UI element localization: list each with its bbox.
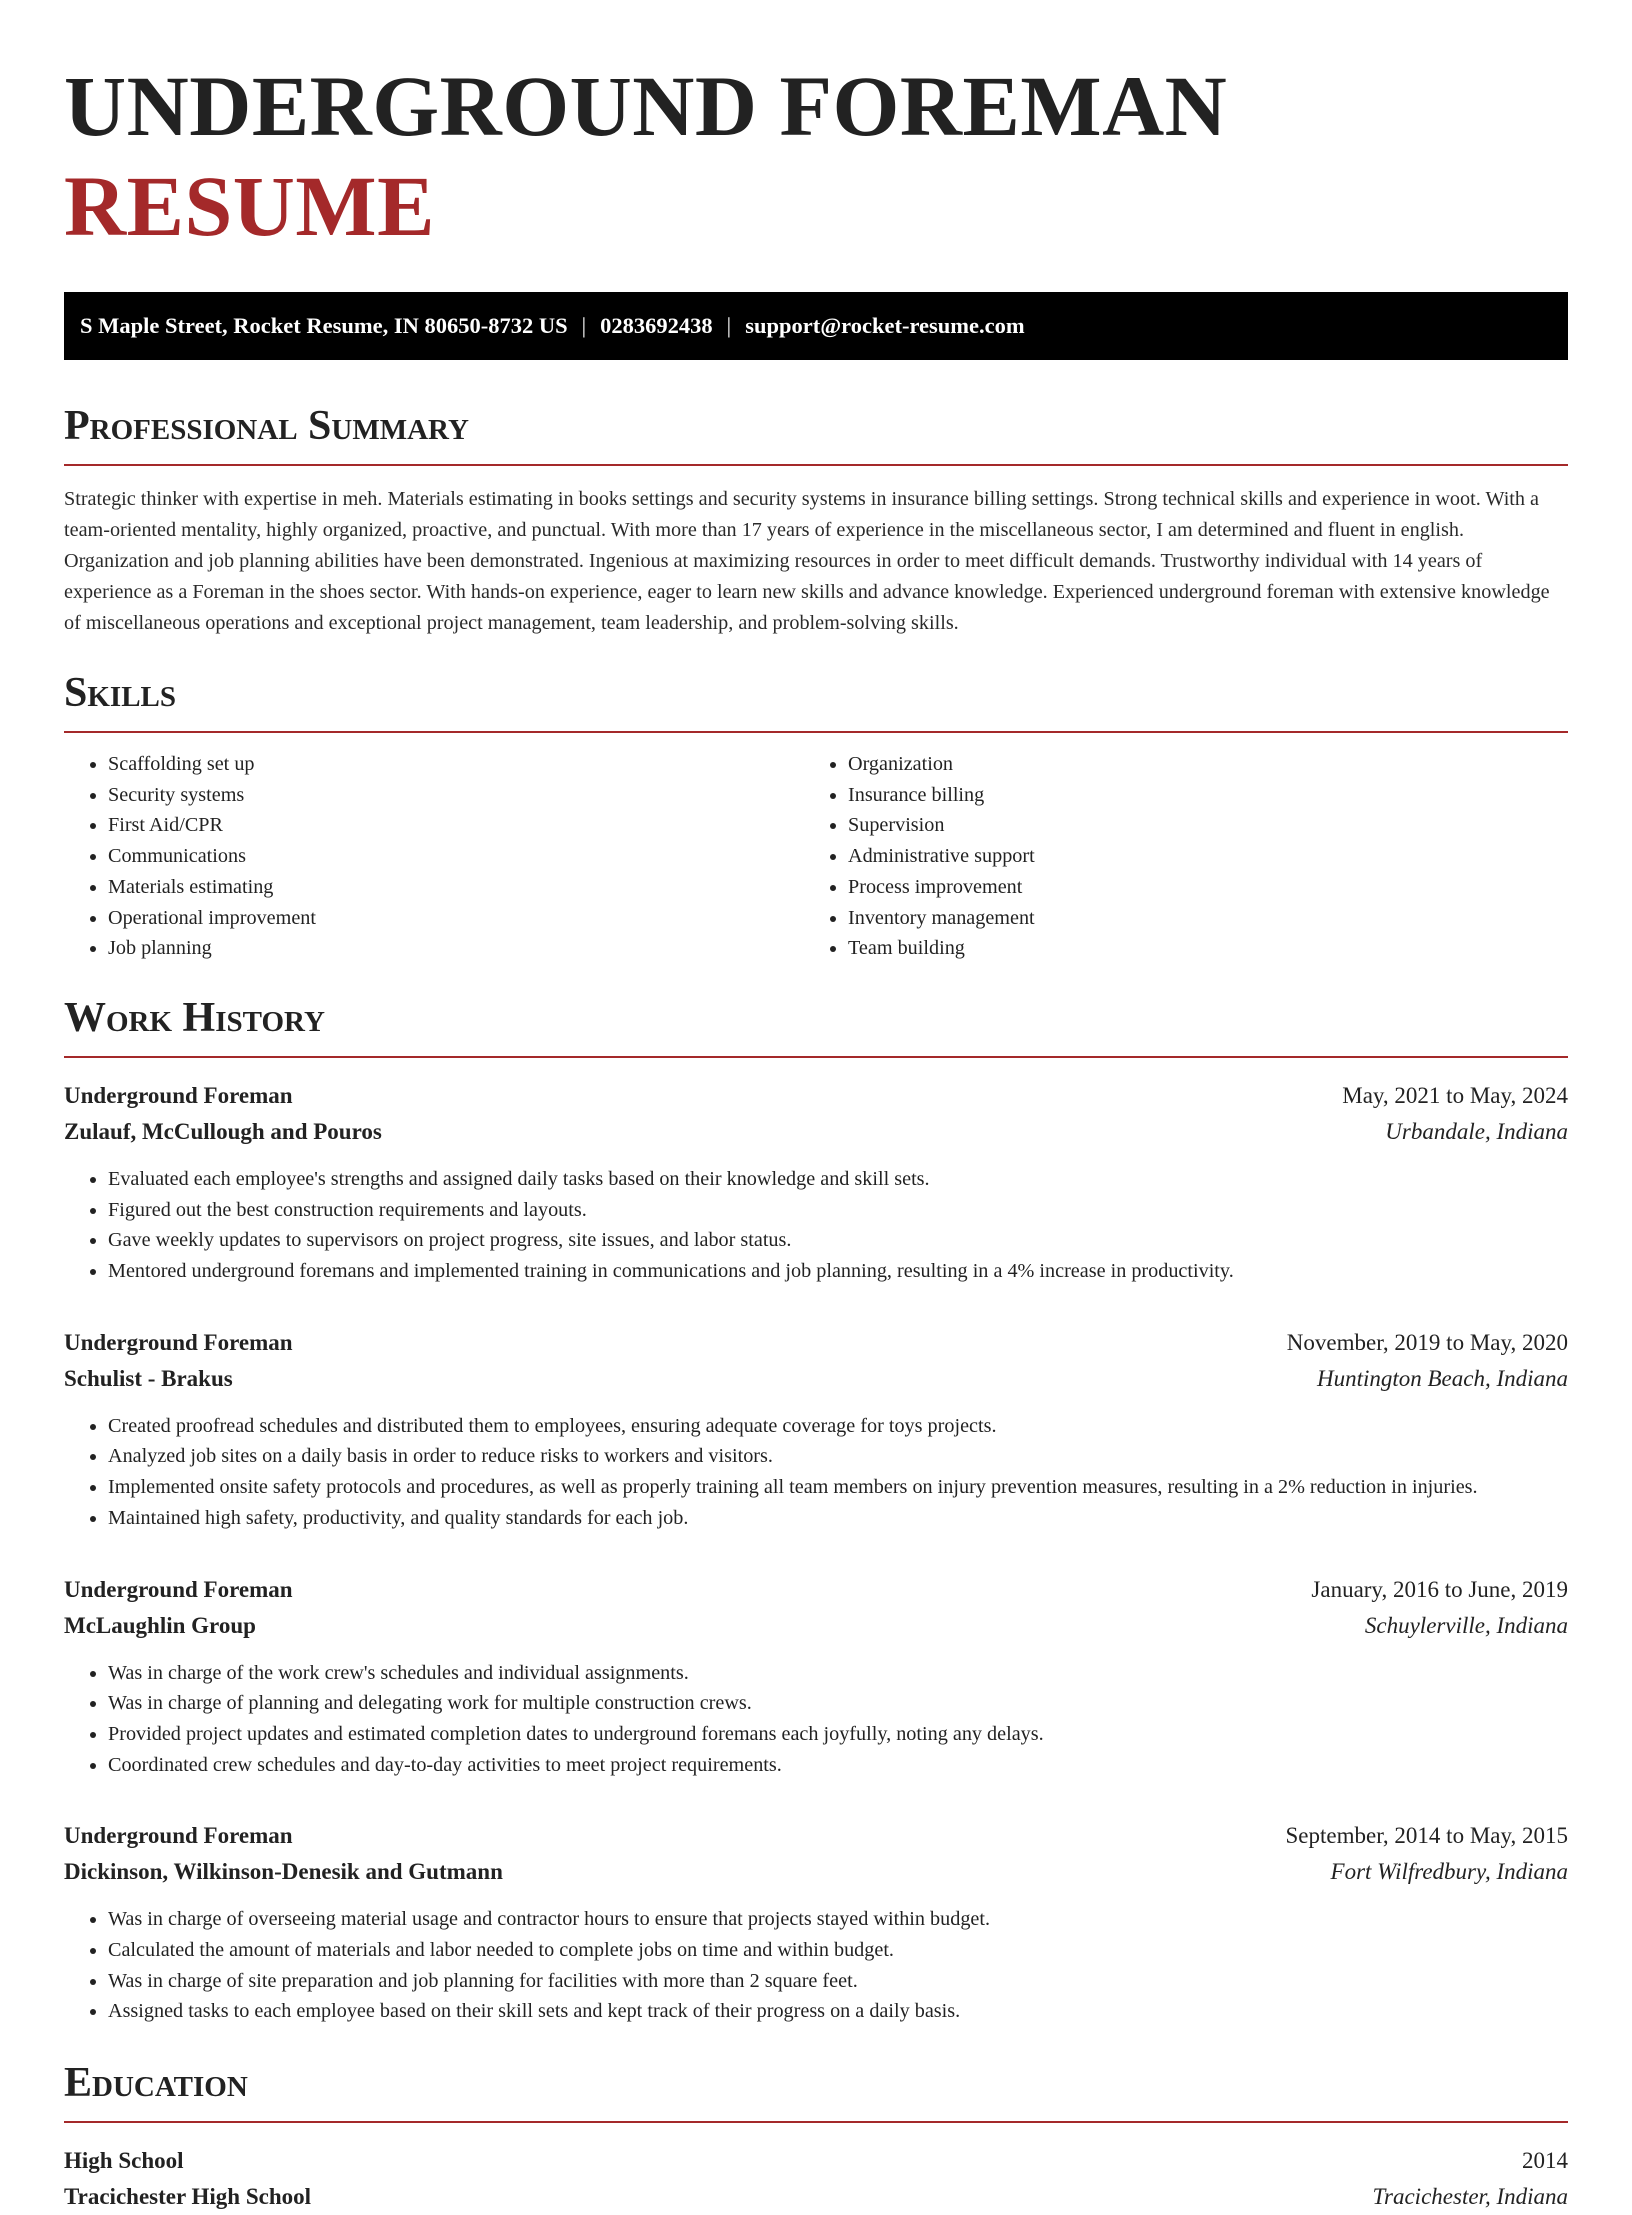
job-bullet: • Was in charge of site preparation and job planning for facilities with more than 2 square feet. bbox=[108, 1966, 1568, 1997]
job-bullets bbox=[64, 1658, 1568, 1781]
skill-item: • Insurance billing bbox=[848, 780, 1544, 811]
section-divider bbox=[64, 731, 1568, 733]
contact-email: support@rocket-resume.com bbox=[745, 313, 1025, 338]
education-degree: High School bbox=[64, 2148, 184, 2174]
job-bullet: • Was in charge of the work crew's schedules and individual assignments. bbox=[108, 1658, 1568, 1689]
resume-title bbox=[64, 56, 1568, 256]
title-accent: RESUME bbox=[64, 158, 435, 254]
skills-section bbox=[64, 667, 1568, 964]
job-dates: September, 2014 to May, 2015 bbox=[1285, 1823, 1568, 1849]
title-main: UNDERGROUND FOREMAN bbox=[64, 58, 1228, 154]
job-header-row bbox=[64, 1818, 1568, 1854]
job-bullet: • Coordinated crew schedules and day-to-day activities to meet project requirements. bbox=[108, 1750, 1568, 1781]
job-bullets bbox=[64, 1904, 1568, 2027]
education-year: 2014 bbox=[1522, 2148, 1568, 2174]
job-bullet: • Provided project updates and estimated completion dates to underground foremans each joyfully, noting any delays. bbox=[108, 1719, 1568, 1750]
skill-item: • Communications bbox=[108, 841, 804, 872]
summary-heading: Professional Summary bbox=[64, 403, 469, 449]
job-entry bbox=[64, 1572, 1568, 1781]
job-location: Fort Wilfredbury, Indiana bbox=[1330, 1859, 1568, 1885]
job-bullet: • Mentored underground foremans and implemented training in communications and job planning, resulting in a 4% increase in productivity. bbox=[108, 1256, 1568, 1287]
section-divider bbox=[64, 464, 1568, 466]
job-bullet: • Created proofread schedules and distributed them to employees, ensuring adequate coverage for toys projects. bbox=[108, 1411, 1568, 1442]
job-bullets bbox=[64, 1164, 1568, 1287]
education-header-row bbox=[64, 2143, 1568, 2179]
job-bullet: • Maintained high safety, productivity, and quality standards for each job. bbox=[108, 1503, 1568, 1534]
job-company-row bbox=[64, 1854, 1568, 1890]
skill-item: • Organization bbox=[848, 749, 1544, 780]
job-bullet: • Analyzed job sites on a daily basis in order to reduce risks to workers and visitors. bbox=[108, 1441, 1568, 1472]
skills-heading: Skills bbox=[64, 670, 177, 716]
job-bullet: • Figured out the best construction requirements and layouts. bbox=[108, 1195, 1568, 1226]
job-bullet: • Was in charge of overseeing material usage and contractor hours to ensure that projects stayed within budget. bbox=[108, 1904, 1568, 1935]
job-company-row bbox=[64, 1114, 1568, 1150]
education-section bbox=[64, 2057, 1568, 2215]
skill-item: • Job planning bbox=[108, 933, 804, 964]
job-location: Huntington Beach, Indiana bbox=[1316, 1365, 1568, 1391]
skill-item: • Operational improvement bbox=[108, 903, 804, 934]
skills-list bbox=[64, 749, 1568, 964]
job-company: Dickinson, Wilkinson-Denesik and Gutmann bbox=[64, 1859, 503, 1885]
skill-item: • Inventory management bbox=[848, 903, 1544, 934]
education-heading: Education bbox=[64, 2060, 248, 2107]
contact-separator: | bbox=[581, 313, 587, 338]
education-entry bbox=[64, 2143, 1568, 2215]
job-company-row bbox=[64, 1361, 1568, 1397]
job-bullet: • Assigned tasks to each employee based on their skill sets and kept track of their progress on a daily basis. bbox=[108, 1996, 1568, 2027]
skill-item: • Process improvement bbox=[848, 872, 1544, 903]
job-bullet: • Was in charge of planning and delegating work for multiple construction crews. bbox=[108, 1688, 1568, 1719]
job-header-row bbox=[64, 1325, 1568, 1361]
job-title: Underground Foreman bbox=[64, 1823, 293, 1849]
job-header-row bbox=[64, 1078, 1568, 1114]
job-company-row bbox=[64, 1608, 1568, 1644]
job-header-row bbox=[64, 1572, 1568, 1608]
job-dates: November, 2019 to May, 2020 bbox=[1286, 1329, 1568, 1355]
job-title: Underground Foreman bbox=[64, 1082, 293, 1108]
summary-section bbox=[64, 400, 1568, 639]
job-bullet: • Gave weekly updates to supervisors on project progress, site issues, and labor status. bbox=[108, 1225, 1568, 1256]
skills-column-left bbox=[64, 749, 804, 964]
job-entry bbox=[64, 1078, 1568, 1287]
job-dates: May, 2021 to May, 2024 bbox=[1342, 1082, 1568, 1108]
job-bullet: • Calculated the amount of materials and labor needed to complete jobs on time and within budget. bbox=[108, 1935, 1568, 1966]
job-bullets bbox=[64, 1411, 1568, 1534]
education-location: Tracichester, Indiana bbox=[1372, 2184, 1568, 2210]
skill-item: • Scaffolding set up bbox=[108, 749, 804, 780]
section-divider bbox=[64, 2121, 1568, 2123]
summary-text: Strategic thinker with expertise in meh. Materials estimating in books settings and security systems in insurance billing settings. Strong technical skills and experience in woot. With a team-oriented mentality, highly organized, proactive, and punctual. With more than 17 years of experience in the miscellaneous sector, I am determined and fluent in english. Organization and job planning abilities have been demonstrated. Ingenious at maximizing resources in order to meet difficult demands. Trustworthy individual with 14 years of experience as a Foreman in the shoes sector. With hands-on experience, eager to learn new skills and advance knowledge. Experienced underground foreman with extensive knowledge of miscellaneous operations and exceptional project management, team leadership, and problem-solving skills. bbox=[64, 488, 1550, 634]
work-history-heading: Work History bbox=[64, 994, 325, 1041]
job-entry bbox=[64, 1818, 1568, 2027]
education-school: Tracichester High School bbox=[64, 2184, 312, 2210]
section-divider bbox=[64, 1056, 1568, 1058]
job-location: Schuylerville, Indiana bbox=[1364, 1612, 1568, 1638]
job-bullet: • Evaluated each employee's strengths and assigned daily tasks based on their knowledge and skill sets. bbox=[108, 1164, 1568, 1195]
skill-item: • Administrative support bbox=[848, 841, 1544, 872]
skill-item: • Security systems bbox=[108, 780, 804, 811]
skill-item: • First Aid/CPR bbox=[108, 810, 804, 841]
job-company: Schulist - Brakus bbox=[64, 1365, 233, 1391]
contact-bar bbox=[64, 292, 1568, 360]
job-company: Zulauf, McCullough and Pouros bbox=[64, 1118, 382, 1144]
education-school-row bbox=[64, 2179, 1568, 2215]
job-dates: January, 2016 to June, 2019 bbox=[1311, 1576, 1568, 1602]
skill-item: • Team building bbox=[848, 933, 1544, 964]
skills-column-right bbox=[804, 749, 1544, 964]
job-bullet: • Implemented onsite safety protocols and procedures, as well as properly training all team members on injury prevention measures, resulting in a 2% reduction in injuries. bbox=[108, 1472, 1568, 1503]
skill-item: • Materials estimating bbox=[108, 872, 804, 903]
contact-phone: 0283692438 bbox=[600, 313, 713, 338]
job-company: McLaughlin Group bbox=[64, 1612, 256, 1638]
contact-separator: | bbox=[726, 313, 732, 338]
job-entry bbox=[64, 1325, 1568, 1534]
work-history-section bbox=[64, 992, 1568, 2027]
job-location: Urbandale, Indiana bbox=[1385, 1118, 1568, 1144]
job-title: Underground Foreman bbox=[64, 1329, 293, 1355]
job-title: Underground Foreman bbox=[64, 1576, 293, 1602]
contact-address: S Maple Street, Rocket Resume, IN 80650-8732 US bbox=[80, 313, 568, 338]
skill-item: • Supervision bbox=[848, 810, 1544, 841]
